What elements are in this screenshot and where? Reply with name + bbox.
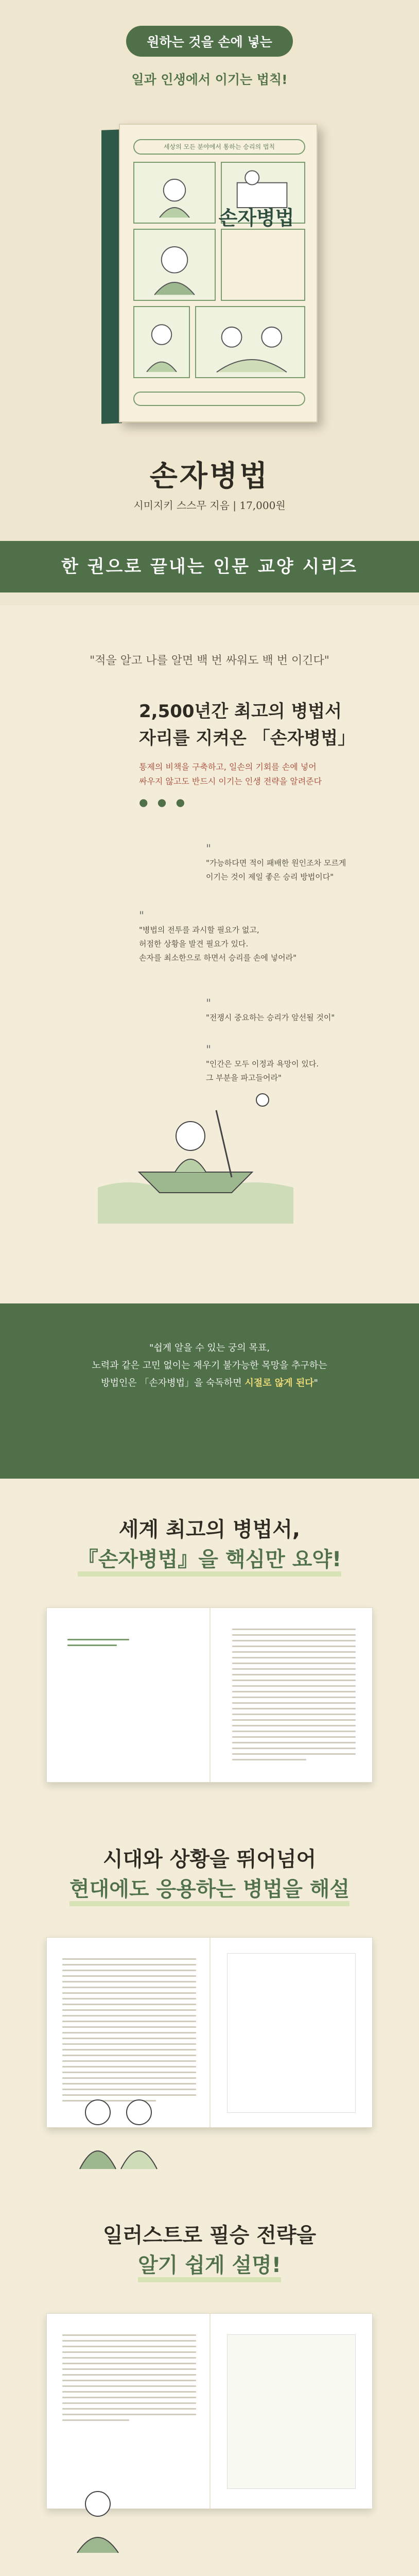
quote-text-4: "인간은 모두 이정과 욕망이 있다. 그 부분을 파고들어라" <box>206 1059 319 1082</box>
quote-text-2: "병법의 전투를 과시할 필요가 없고, 허점한 상황을 발견 필요가 있다. 손자를 최소한으로 하면서 승리를 손에 넣어라" <box>139 925 297 962</box>
quote-text-3: "전쟁시 중요하는 승리가 앞선될 것이" <box>206 1013 335 1022</box>
feature3-subtitle: 알기 쉽게 설명! <box>0 2250 419 2280</box>
book-meta: 시미지키 스스무 지음 | 17,000원 <box>133 499 286 512</box>
quotes-heading-line1: 2,500년간 최고의 병법서 <box>139 701 342 722</box>
hero-section <box>0 0 419 605</box>
banner-line-3: 방법인은 「손자병법」을 숙독하면 시절로 않게 된다" <box>101 1378 318 1388</box>
feature1-spread-image <box>46 1607 373 1783</box>
hero-tagline-pill: 원하는 것을 손에 넣는 <box>126 26 292 57</box>
quotes-heading-line2: 자리를 지켜온 「손자병법」 <box>139 728 356 749</box>
hero-subtitle: 일과 인생에서 이기는 법칙! <box>131 72 288 87</box>
quote-block-3: " "전쟁시 중요하는 승리가 앞선될 것이" <box>206 997 335 1022</box>
cover-title: 손자병법 <box>218 206 294 229</box>
quote-block-2: " "병법의 전투를 과시할 필요가 없고, 허점한 상황을 발견 필요가 있다. 손자를 최소한으로 하면서 승리를 손에 넣어라" <box>139 910 297 962</box>
quote-text-1: "가능하다면 적이 패배한 원인조차 모르게 이기는 것이 제일 좋은 승리 방법이다" <box>206 858 346 882</box>
banner-line-2: 노력과 같은 고민 없이는 재우기 불가능한 목망을 추구하는 <box>92 1360 327 1371</box>
banner-highlight: 시절로 않게 된다 <box>245 1378 314 1388</box>
series-band-top: 한 권으로 끝내는 인문 교양 시리즈 <box>0 541 419 592</box>
boat-illustration <box>98 1069 293 1224</box>
quote-block-4: " "인간은 모두 이정과 욕망이 있다. 그 부분을 파고들어라" <box>206 1044 319 1082</box>
feature3-title: 일러스트로 필승 전략을 <box>102 2224 317 2247</box>
quotes-subheading <box>139 760 322 789</box>
feature2-title: 시대와 상황을 뛰어넘어 <box>102 1848 317 1871</box>
feature-summary <box>0 1479 419 1814</box>
warriors-illustration <box>67 2081 170 2174</box>
feature1-subtitle: 『손자병법』을 핵심만 요약! <box>0 1545 419 1574</box>
quotes-sub-line1: 통제의 비책을 구축하고, 일손의 기회를 손에 넣어 <box>139 762 317 772</box>
quotes-heading <box>139 698 355 752</box>
feature-modern <box>0 1814 419 2184</box>
quote-banner <box>0 1303 419 1479</box>
quotes-sub-line2: 싸우지 않고도 반드시 이기는 인생 전략을 알려준다 <box>139 776 322 786</box>
book-title: 손자병법 <box>149 459 270 493</box>
cover-author-label <box>133 392 305 406</box>
cover-top-label: 세상의 모든 분야에서 통하는 승리의 법칙 <box>133 139 305 155</box>
famous-quote: "적을 알고 나를 알면 백 번 싸워도 백 번 이긴다" <box>90 654 329 667</box>
quote-block-1: " "가능하다면 적이 패배한 원인조차 모르게 이기는 것이 제일 좋은 승리 방법이다" <box>206 843 346 882</box>
book-cover-image <box>101 124 318 422</box>
feature2-subtitle: 현대에도 응용하는 병법을 해설 <box>0 1874 419 1904</box>
reader-illustration <box>57 2478 139 2555</box>
feature1-title: 세계 최고의 병법서, <box>118 1518 301 1541</box>
dots-divider: ● ● ● <box>139 796 188 808</box>
banner-line-1: "쉽게 알을 수 있는 궁의 목표, <box>149 1343 270 1353</box>
feature-illustration <box>0 2184 419 2576</box>
quotes-section <box>0 605 419 1303</box>
